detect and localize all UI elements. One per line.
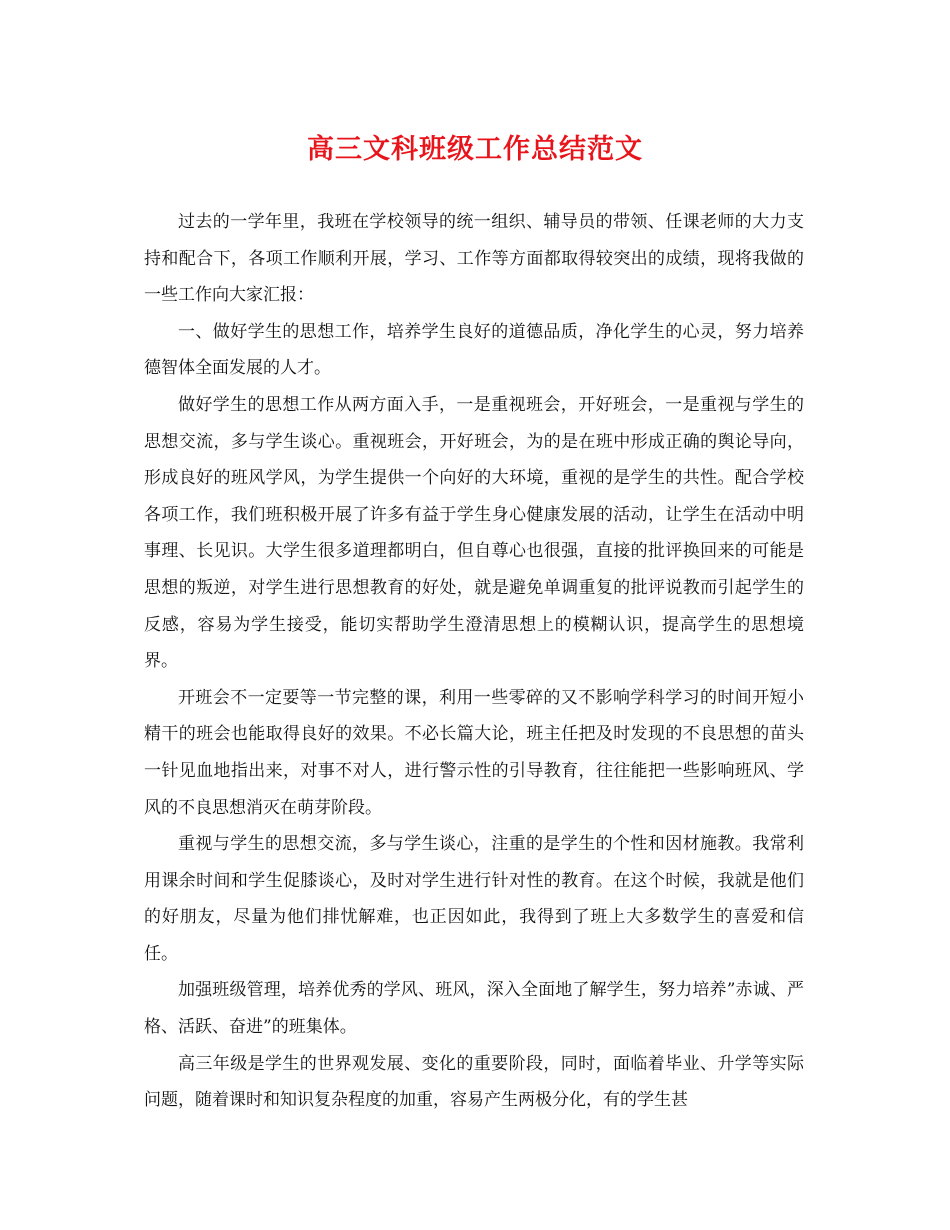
paragraph: 加强班级管理，培养优秀的学风、班风，深入全面地了解学生，努力培养”赤诚、严格、活跃、奋进”的班集体。 <box>144 980 804 1038</box>
paragraph: 重视与学生的思想交流，多与学生谈心，注重的是学生的个性和因材施教。我常利用课余时间和学生促膝谈心，及时对学生进行针对性的教育。在这个时候，我就是他们的好朋友，尽量为他们排忧解难，也正因如此，我得到了班上大多数学生的喜爱和信任。 <box>144 834 804 964</box>
paragraph: 开班会不一定要等一节完整的课，利用一些零碎的又不影响学科学习的时间开短小精干的班会也能取得良好的效果。不必长篇大论，班主任把及时发现的不良思想的苗头一针见血地指出来，对事不对人，进行警示性的引导教育，往往能把一些影响班风、学风的不良思想消灭在萌芽阶段。 <box>144 687 804 818</box>
paragraph: 做好学生的思想工作从两方面入手，一是重视班会，开好班会，一是重视与学生的思想交流，多与学生谈心。重视班会，开好班会，为的是在班中形成正确的舆论导向，形成良好的班风学风，为学生提供一个向好的大环境，重视的是学生的共性。配合学校各项工作，我们班积极开展了许多有益于学生身心健康发展的活动，让学生在活动中明事理、长见识。大学生很多道理都明白，但自尊心也很强，直接的批评换回来的可能是思想的叛逆，对学生进行思想教育的好处，就是避免单调重复的批评说教而引起学生的反感，容易为学生接受，能切实帮助学生澄清思想上的模糊认识，提高学生的思想境界。 <box>144 394 804 672</box>
paragraph: 一、做好学生的思想工作，培养学生良好的道德品质，净化学生的心灵，努力培养德智体全面发展的人才。 <box>144 321 804 379</box>
paragraph: 过去的一学年里，我班在学校领导的统一组织、辅导员的带领、任课老师的大力支持和配合下，各项工作顺利开展，学习、工作等方面都取得较突出的成绩，现将我做的一些工作向大家汇报： <box>144 212 804 306</box>
document-body <box>144 204 804 1119</box>
document-title: 高三文科班级工作总结范文 <box>307 134 643 165</box>
paragraph: 高三年级是学生的世界观发展、变化的重要阶段，同时，面临着毕业、升学等实际问题，随着课时和知识复杂程度的加重，容易产生两极分化，有的学生甚 <box>144 1053 804 1111</box>
